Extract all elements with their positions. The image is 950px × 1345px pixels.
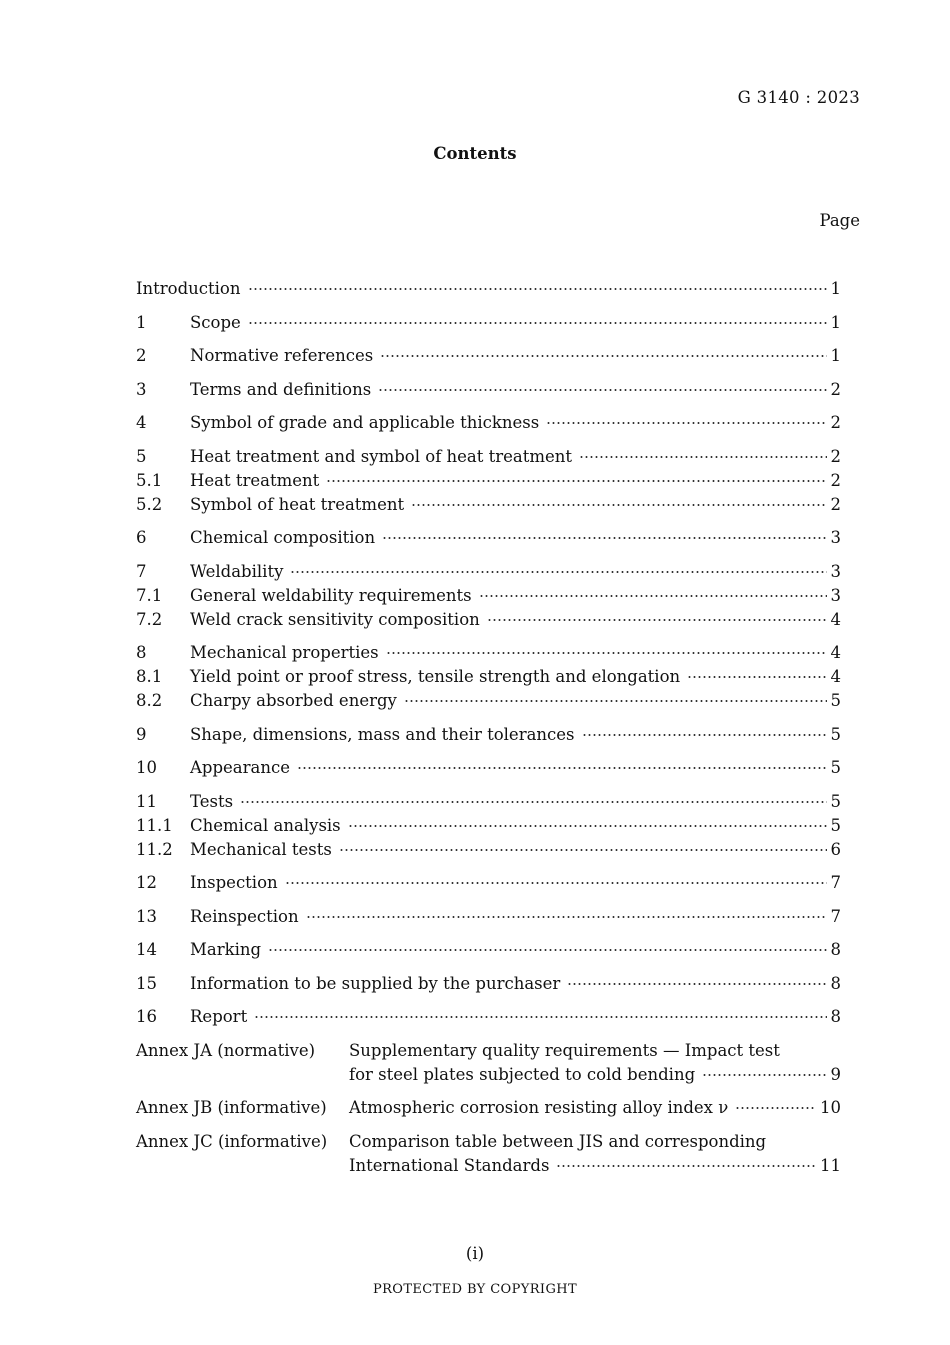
toc-entry-label: Scope — [190, 312, 241, 332]
toc-entry[interactable] — [136, 814, 841, 838]
toc-entry[interactable] — [136, 838, 841, 862]
toc-entry-number: 8.1 — [136, 667, 163, 686]
footer-page-number: (i) — [465, 1244, 485, 1263]
toc-entry-label: Heat treatment and symbol of heat treatment — [190, 446, 573, 466]
toc-entry[interactable] — [136, 972, 841, 996]
toc-entry[interactable] — [136, 756, 841, 780]
annex-title-line: Comparison table between JIS and corresponding — [349, 1131, 767, 1151]
annex-page: 9 — [830, 1064, 841, 1084]
toc-entry[interactable] — [136, 445, 841, 469]
toc-entry-label: Normative references — [190, 346, 374, 365]
toc-entry-page: 7 — [830, 906, 841, 926]
toc-entry-page: 5 — [830, 691, 841, 710]
document-id: G 3140 : 2023 — [737, 88, 860, 107]
toc-entry-page: 3 — [830, 528, 841, 547]
toc-entry[interactable] — [136, 277, 841, 301]
copyright-notice: PROTECTED BY COPYRIGHT — [372, 1282, 578, 1297]
dot-leader — [306, 916, 827, 918]
toc-entry[interactable] — [136, 311, 841, 335]
toc-entry-label: Yield point or proof stress, tensile strength and elongation — [190, 667, 681, 686]
dot-leader — [326, 480, 826, 482]
toc-entry-label: General weldability requirements — [190, 585, 472, 605]
toc-entry[interactable] — [136, 790, 841, 814]
toc-entry-label: Tests — [190, 791, 234, 811]
toc-entry[interactable] — [136, 665, 841, 689]
toc-entry-page: 5 — [830, 815, 841, 835]
annex-title — [349, 1096, 841, 1120]
table-of-contents — [136, 277, 841, 1178]
toc-entries — [136, 277, 841, 1029]
toc-entry[interactable] — [136, 723, 841, 747]
dot-leader — [290, 571, 826, 573]
toc-entry-page: 6 — [830, 839, 841, 859]
toc-entry[interactable] — [136, 526, 841, 550]
toc-entry-label: Shape, dimensions, mass and their tolerances — [190, 724, 575, 744]
toc-entry-label: Symbol of heat treatment — [190, 494, 405, 514]
toc-entry[interactable] — [136, 938, 841, 962]
toc-entry-number: 5.2 — [136, 494, 163, 514]
annex-title-last-line — [349, 1096, 841, 1120]
toc-entry-number: 4 — [136, 413, 147, 432]
toc-entry-label: Heat treatment — [190, 470, 320, 490]
dot-leader — [556, 1165, 816, 1167]
toc-entry-page: 1 — [830, 312, 841, 332]
dot-leader — [382, 537, 826, 539]
annex-entry[interactable] — [136, 1130, 841, 1178]
toc-entry[interactable] — [136, 608, 841, 632]
toc-entry-label: Mechanical properties — [190, 643, 379, 662]
dot-leader — [268, 949, 826, 951]
dot-leader — [248, 322, 827, 324]
toc-entry[interactable] — [136, 493, 841, 517]
toc-entry-number: 7.2 — [136, 609, 163, 629]
toc-entry-page: 4 — [830, 643, 841, 662]
toc-entry[interactable] — [136, 1005, 841, 1029]
toc-entry-number: 3 — [136, 379, 147, 399]
dot-leader — [687, 676, 826, 678]
toc-entry-page: 5 — [830, 791, 841, 811]
dot-leader — [702, 1074, 826, 1076]
toc-entry-page: 8 — [830, 1007, 841, 1026]
toc-entry-number: 11 — [136, 791, 157, 811]
dot-leader — [411, 504, 826, 506]
toc-entry-number: 8 — [136, 643, 147, 662]
toc-entry[interactable] — [136, 560, 841, 584]
toc-entry-page: 1 — [830, 279, 841, 298]
toc-entry-page: 8 — [830, 940, 841, 959]
dot-leader — [479, 595, 827, 597]
toc-entry-page: 3 — [830, 561, 841, 581]
dot-leader — [248, 288, 827, 290]
dot-leader — [386, 652, 827, 654]
dot-leader — [487, 619, 827, 621]
toc-entry-number: 5 — [136, 446, 147, 466]
toc-entry-number: 12 — [136, 873, 157, 892]
dot-leader — [348, 825, 827, 827]
dot-leader — [240, 801, 826, 803]
annex-title-line: for steel plates subjected to cold bending — [349, 1064, 696, 1084]
toc-entry-label: Appearance — [190, 758, 290, 777]
toc-entry-page: 5 — [830, 724, 841, 744]
toc-entry-number: 7 — [136, 561, 147, 581]
toc-entry-label: Reinspection — [190, 906, 299, 926]
dot-leader — [404, 700, 827, 702]
annex-title-last-line — [349, 1063, 841, 1087]
dot-leader — [735, 1107, 816, 1109]
toc-entry-number: 16 — [136, 1007, 157, 1026]
annex-label: Annex JB (informative) — [136, 1098, 327, 1117]
annex-page: 11 — [820, 1155, 841, 1175]
toc-entry-label: Weldability — [190, 561, 284, 581]
toc-entry-number: 13 — [136, 906, 157, 926]
toc-entry-page: 1 — [830, 346, 841, 365]
dot-leader — [297, 767, 827, 769]
toc-entry-number: 15 — [136, 973, 157, 993]
toc-entry-label: Terms and definitions — [190, 379, 372, 399]
toc-entry-label: Report — [190, 1007, 248, 1026]
annex-title — [349, 1039, 841, 1087]
toc-entry-label: Symbol of grade and applicable thickness — [190, 413, 540, 432]
toc-entry-label: Chemical analysis — [190, 815, 341, 835]
dot-leader — [339, 849, 827, 851]
toc-entry[interactable] — [136, 641, 841, 665]
toc-entry[interactable] — [136, 411, 841, 435]
annex-title-last-line — [349, 1154, 841, 1178]
toc-entry-label: Introduction — [136, 279, 241, 298]
toc-entry-page: 2 — [830, 446, 841, 466]
toc-entry-label: Charpy absorbed energy — [190, 691, 397, 710]
toc-entry-number: 5.1 — [136, 470, 163, 490]
toc-entry-page: 7 — [830, 873, 841, 892]
toc-entry[interactable] — [136, 689, 841, 713]
dot-leader — [579, 456, 826, 458]
annex-page: 10 — [820, 1098, 841, 1117]
toc-entry-label: Weld crack sensitivity composition — [190, 609, 480, 629]
toc-entry-number: 11.2 — [136, 839, 173, 859]
annex-title-line: Atmospheric corrosion resisting alloy index ν — [349, 1098, 729, 1117]
toc-entry-number: 11.1 — [136, 815, 173, 835]
toc-entry-label: Mechanical tests — [190, 839, 332, 859]
toc-entry[interactable] — [136, 469, 841, 493]
toc-entry-number: 1 — [136, 312, 147, 332]
toc-entry-number: 8.2 — [136, 691, 163, 710]
toc-entry-page: 4 — [830, 609, 841, 629]
annex-entries — [136, 1039, 841, 1178]
toc-entry[interactable] — [136, 584, 841, 608]
toc-entry-page: 5 — [830, 758, 841, 777]
toc-entry-page: 2 — [830, 494, 841, 514]
toc-entry-label: Chemical composition — [190, 528, 376, 547]
annex-title-line: International Standards — [349, 1155, 550, 1175]
dot-leader — [567, 983, 826, 985]
toc-entry-page: 2 — [830, 413, 841, 432]
annex-title-line: Supplementary quality requirements — Impact test — [349, 1040, 780, 1060]
toc-entry-label: Inspection — [190, 873, 278, 892]
toc-entry-label: Marking — [190, 940, 262, 959]
annex-entry[interactable] — [136, 1039, 841, 1087]
toc-entry-page: 2 — [830, 379, 841, 399]
toc-entry-page: 8 — [830, 973, 841, 993]
toc-entry-page: 4 — [830, 667, 841, 686]
toc-entry-number: 10 — [136, 758, 157, 777]
dot-leader — [285, 882, 827, 884]
dot-leader — [380, 355, 826, 357]
toc-entry-label: Information to be supplied by the purchaser — [190, 973, 561, 993]
toc-entry[interactable] — [136, 344, 841, 368]
dot-leader — [582, 734, 827, 736]
toc-entry-number: 6 — [136, 528, 147, 547]
annex-label: Annex JC (informative) — [136, 1131, 328, 1151]
toc-entry[interactable] — [136, 871, 841, 895]
page-title: Contents — [433, 144, 517, 163]
annex-title — [349, 1130, 841, 1178]
toc-entry[interactable] — [136, 378, 841, 402]
toc-entry[interactable] — [136, 905, 841, 929]
toc-entry-number: 2 — [136, 346, 147, 365]
annex-label: Annex JA (normative) — [136, 1040, 316, 1060]
toc-entry-number: 7.1 — [136, 585, 163, 605]
dot-leader — [378, 389, 826, 391]
dot-leader — [546, 422, 826, 424]
annex-entry[interactable] — [136, 1096, 841, 1120]
dot-leader — [254, 1016, 826, 1018]
toc-entry-number: 14 — [136, 940, 157, 959]
toc-entry-page: 3 — [830, 585, 841, 605]
toc-entry-number: 9 — [136, 724, 147, 744]
page-column-header: Page — [819, 211, 860, 230]
toc-entry-page: 2 — [830, 470, 841, 490]
